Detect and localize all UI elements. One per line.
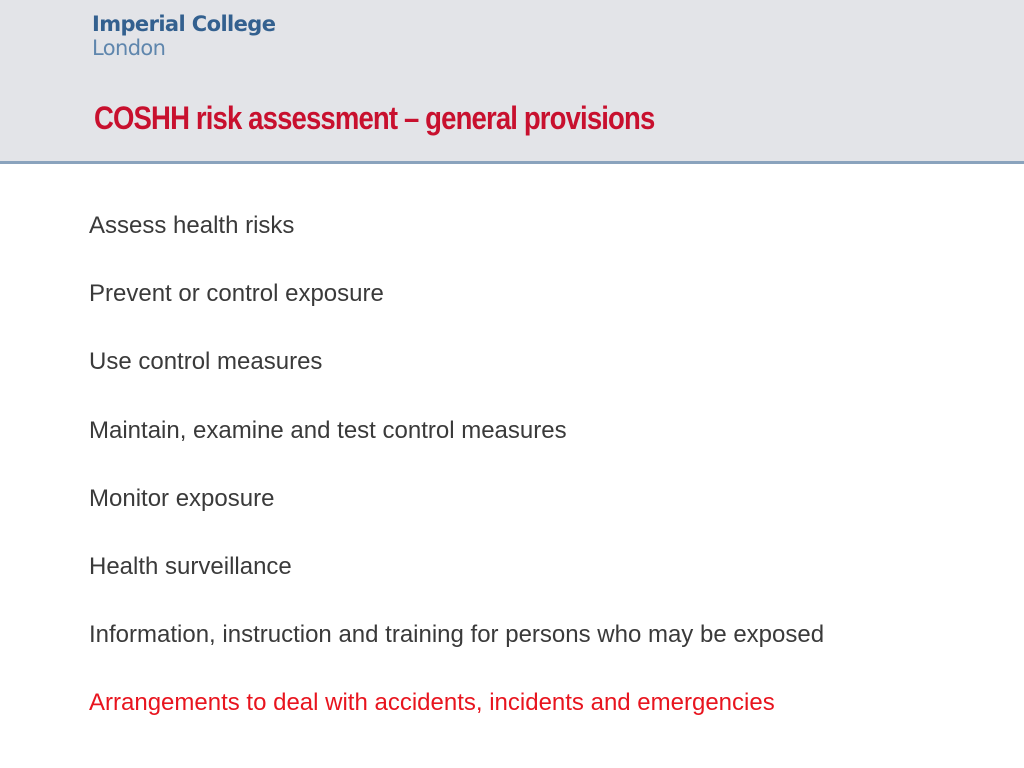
slide-title: COSHH risk assessment – general provisions	[94, 100, 655, 136]
list-item-highlighted: Arrangements to deal with accidents, incidents and emergencies	[89, 689, 775, 717]
list-item: Monitor exposure	[89, 484, 275, 512]
list-item: Prevent or control exposure	[89, 280, 384, 308]
list-item: Use control measures	[89, 348, 323, 376]
list-item: Maintain, examine and test control measures	[89, 416, 567, 444]
bullet-list	[89, 205, 824, 751]
list-item: Health surveillance	[89, 552, 292, 580]
logo-line-2: London	[92, 36, 166, 60]
list-item: Assess health risks	[89, 212, 295, 239]
imperial-college-logo	[92, 12, 275, 60]
logo-line-1: Imperial College	[92, 12, 276, 36]
slide-header	[0, 0, 1024, 164]
list-item: Information, instruction and training for persons who may be exposed	[89, 621, 825, 649]
